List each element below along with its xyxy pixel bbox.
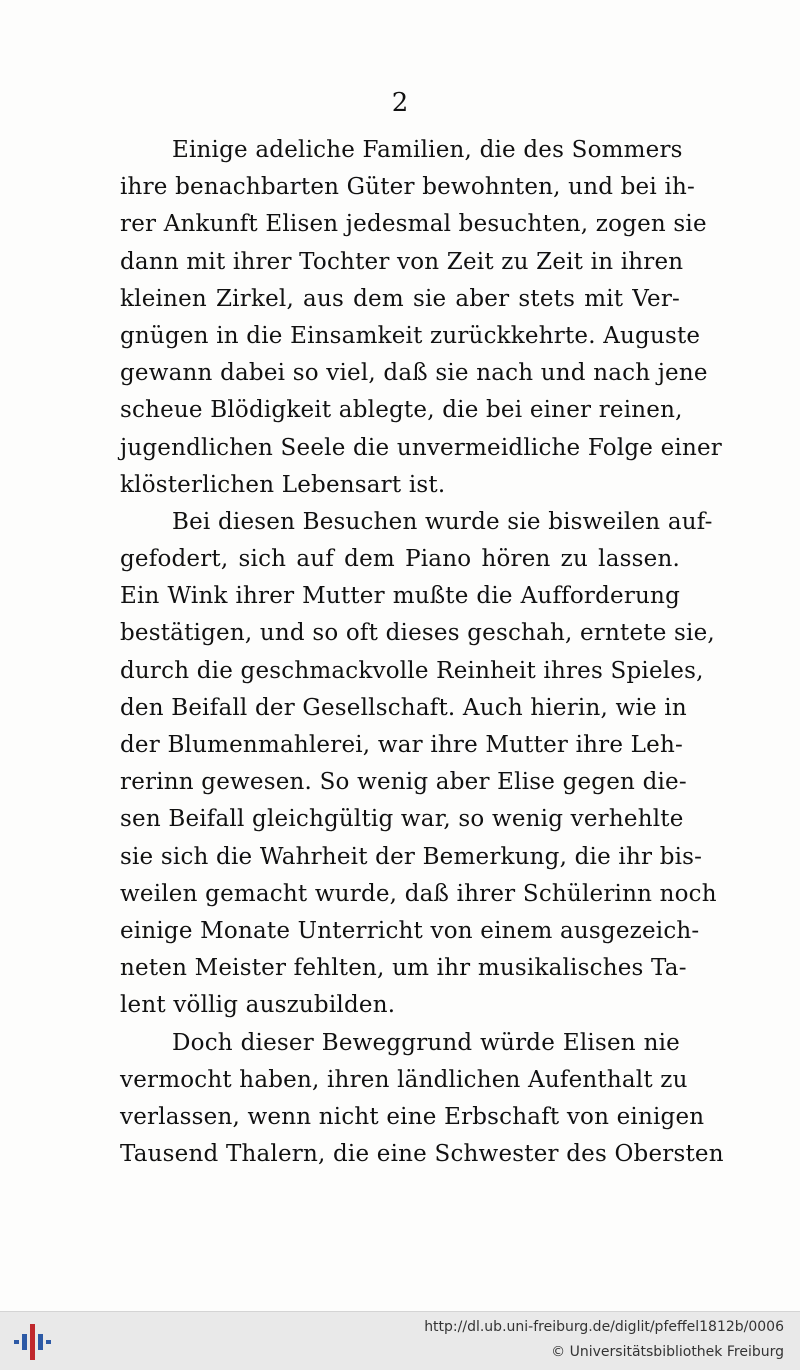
- text-line: gnügen in die Einsamkeit zurückkehrte. Auguste: [120, 322, 701, 349]
- text-line: sen Beifall gleichgültig war, so wenig verhehlte: [120, 806, 684, 833]
- page-number: 2: [391, 88, 409, 118]
- text-line: verlassen, wenn nicht eine Erbschaft von einigen: [120, 1103, 705, 1130]
- text-line: einige Monate Unterricht von einem ausgezeich-: [120, 917, 700, 944]
- text-line: durch die geschmackvolle Reinheit ihres Spieles,: [120, 657, 704, 684]
- text-line: bestätigen, und so oft dieses geschah, erntete sie,: [120, 620, 715, 647]
- text-line: rer Ankunft Elisen jedesmal besuchten, zogen sie: [120, 211, 707, 238]
- text-line: Einige adeliche Familien, die des Sommers: [172, 137, 683, 163]
- page-url-link[interactable]: http://dl.ub.uni-freiburg.de/diglit/pfeffel1812b/0006: [424, 1319, 784, 1335]
- text-line: lent völlig auszubilden.: [120, 992, 396, 1019]
- copyright-notice: © Universitätsbibliothek Freiburg: [551, 1344, 784, 1360]
- ub-freiburg-logo-icon: [12, 1322, 52, 1362]
- text-line: ihre benachbarten Güter bewohnten, und bei ih-: [120, 174, 695, 201]
- text-line: Tausend Thalern, die eine Schwester des Obersten: [120, 1141, 724, 1168]
- text-line: weilen gemacht wurde, daß ihrer Schülerinn noch: [120, 880, 717, 907]
- text-line: Doch dieser Beweggrund würde Elisen nie: [172, 1029, 680, 1056]
- text-line: gefodert, sich auf dem Piano hören zu lassen.: [120, 546, 680, 573]
- text-line: Ein Wink ihrer Mutter mußte die Aufforderung: [120, 583, 680, 610]
- text-line: vermocht haben, ihren ländlichen Aufenthalt zu: [120, 1066, 688, 1093]
- text-line: gewann dabei so viel, daß sie nach und nach jene: [120, 360, 708, 387]
- text-line: klösterlichen Lebensart ist.: [120, 471, 446, 498]
- text-line: der Blumenmahlerei, war ihre Mutter ihre Leh-: [120, 732, 683, 758]
- text-line: neten Meister fehlten, um ihr musikalisches Ta-: [120, 955, 687, 982]
- text-line: kleinen Zirkel, aus dem sie aber stets mit Ver-: [120, 285, 680, 312]
- text-line: sie sich die Wahrheit der Bemerkung, die ihr bis-: [120, 843, 703, 870]
- text-line: Bei diesen Besuchen wurde sie bisweilen auf-: [172, 508, 713, 535]
- text-line: dann mit ihrer Tochter von Zeit zu Zeit in ihren: [120, 248, 684, 275]
- text-line: rerinn gewesen. So wenig aber Elise gegen die-: [120, 769, 687, 796]
- text-line: den Beifall der Gesellschaft. Auch hierin, wie in: [120, 694, 687, 721]
- text-line: scheue Blödigkeit ablegte, die bei einer reinen,: [120, 397, 683, 424]
- body-text: [120, 132, 724, 1173]
- text-line: jugendlichen Seele die unvermeidliche Folge einer: [120, 434, 723, 461]
- footer-bar: [0, 1311, 800, 1370]
